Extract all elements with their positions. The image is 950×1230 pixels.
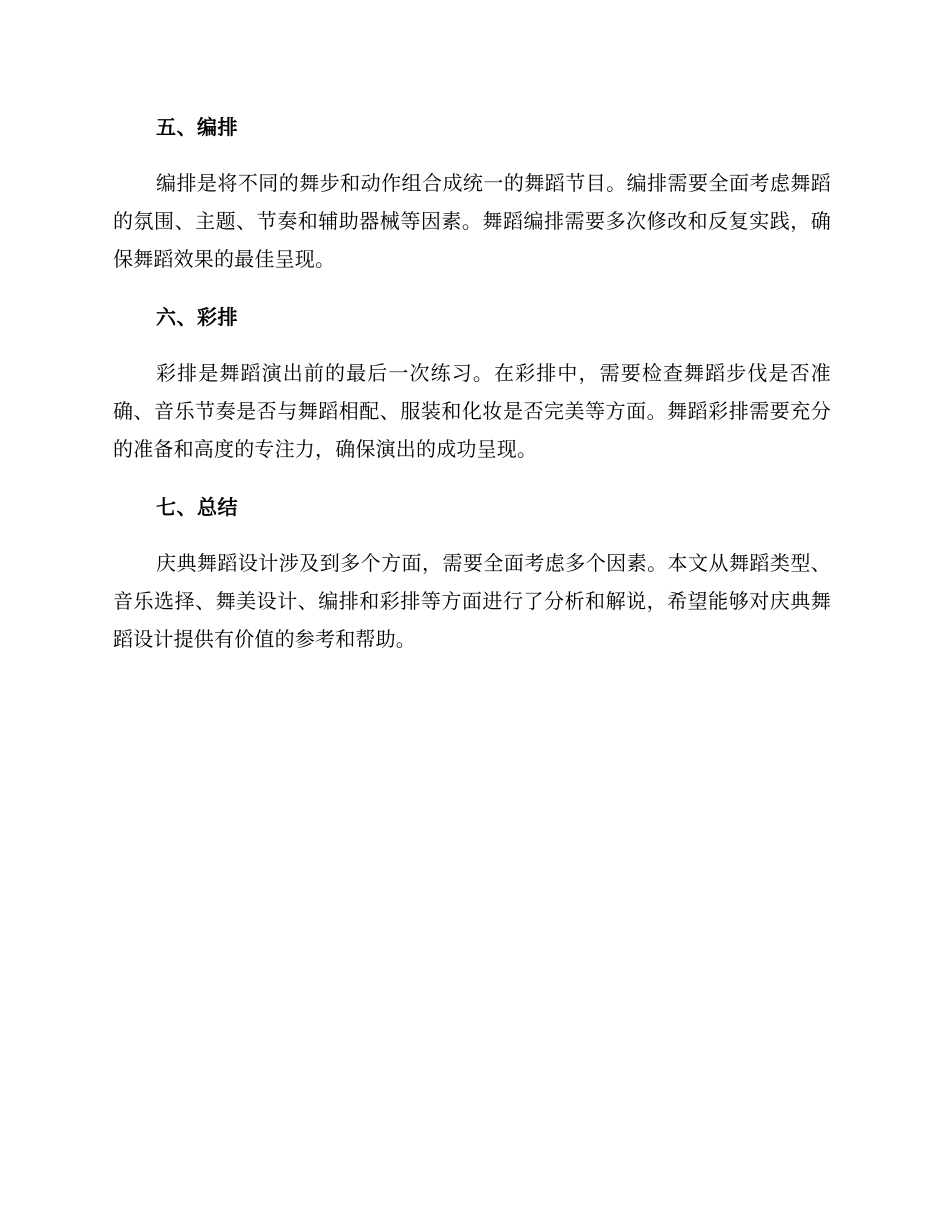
section-rehearsal (113, 298, 831, 468)
section-paragraph: 编排是将不同的舞步和动作组合成统一的舞蹈节目。编排需要全面考虑舞蹈的氛围、主题、节奏和辅助器械等因素。舞蹈编排需要多次修改和反复实践，确保舞蹈效果的最佳呈现。 (113, 171, 831, 271)
section-summary (113, 488, 831, 658)
section-heading: 五、编排 (156, 115, 238, 139)
section-heading: 七、总结 (156, 495, 238, 519)
section-paragraph: 庆典舞蹈设计涉及到多个方面，需要全面考虑多个因素。本文从舞蹈类型、音乐选择、舞美设计、编排和彩排等方面进行了分析和解说，希望能够对庆典舞蹈设计提供有价值的参考和帮助。 (113, 551, 831, 651)
section-paragraph: 彩排是舞蹈演出前的最后一次练习。在彩排中，需要检查舞蹈步伐是否准确、音乐节奏是否与舞蹈相配、服装和化妆是否完美等方面。舞蹈彩排需要充分的准备和高度的专注力，确保演出的成功呈现。 (113, 361, 831, 461)
document-body (113, 108, 831, 658)
section-heading: 六、彩排 (156, 305, 238, 329)
section-choreography (113, 108, 831, 278)
